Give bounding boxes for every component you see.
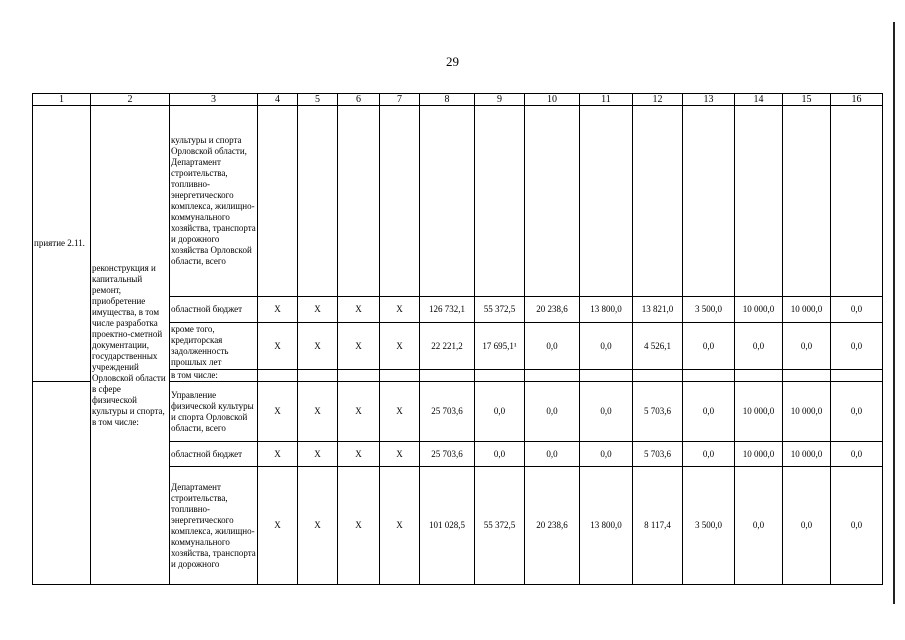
column-number: 14: [735, 94, 783, 106]
cell: [580, 370, 633, 382]
cell: 17 695,1¹: [475, 323, 525, 370]
cell: X: [380, 467, 420, 585]
cell: 3 500,0: [683, 467, 735, 585]
column-number: 13: [683, 94, 735, 106]
cell: 10 000,0: [783, 382, 831, 442]
cell: [525, 106, 580, 297]
cell: 0,0: [525, 323, 580, 370]
cell: [298, 370, 338, 382]
cell: X: [298, 382, 338, 442]
column-number: 1: [33, 94, 91, 106]
cell: [580, 106, 633, 297]
cell: 0,0: [580, 382, 633, 442]
cell: 10 000,0: [735, 442, 783, 467]
cell: X: [298, 323, 338, 370]
cell: X: [258, 297, 298, 323]
cell: 5 703,6: [633, 442, 683, 467]
cell: [735, 106, 783, 297]
cell: 126 732,1: [420, 297, 475, 323]
cell: 25 703,6: [420, 442, 475, 467]
cell: X: [258, 442, 298, 467]
cell: [783, 106, 831, 297]
column-number: 10: [525, 94, 580, 106]
cell: [831, 106, 883, 297]
cell: X: [338, 382, 380, 442]
recipient-name: Департамент строительства, топливно-энергетического комплекса, жилищно-коммунального хозяйства, транспорта и дорожного: [170, 467, 258, 585]
cell: X: [258, 323, 298, 370]
cell: 0,0: [475, 382, 525, 442]
cell: [420, 370, 475, 382]
cell: 0,0: [683, 382, 735, 442]
cell: 0,0: [525, 382, 580, 442]
column-number: 6: [338, 94, 380, 106]
cell: [475, 370, 525, 382]
cell: 0,0: [580, 323, 633, 370]
cell: 5 703,6: [633, 382, 683, 442]
table-row: [33, 106, 883, 297]
cell: X: [380, 382, 420, 442]
column-number: 9: [475, 94, 525, 106]
cell: [338, 106, 380, 297]
cell: [683, 106, 735, 297]
cell: 0,0: [683, 442, 735, 467]
column-number: 12: [633, 94, 683, 106]
event-number: приятие 2.11.: [33, 106, 91, 382]
cell: [380, 106, 420, 297]
cell: X: [298, 467, 338, 585]
cell: 25 703,6: [420, 382, 475, 442]
cell: [633, 106, 683, 297]
cell: 0,0: [783, 323, 831, 370]
column-number: 16: [831, 94, 883, 106]
cell: X: [298, 297, 338, 323]
cell: X: [338, 467, 380, 585]
cell: [633, 370, 683, 382]
column-number: 2: [91, 94, 170, 106]
cell: [831, 370, 883, 382]
cell: 8 117,4: [633, 467, 683, 585]
cell: [258, 370, 298, 382]
cell: 0,0: [831, 442, 883, 467]
column-number: 4: [258, 94, 298, 106]
cell: 0,0: [735, 467, 783, 585]
cell: [683, 370, 735, 382]
cell: 55 372,5: [475, 297, 525, 323]
recipient-name: областной бюджет: [170, 442, 258, 467]
cell: X: [258, 467, 298, 585]
recipient-name: культуры и спорта Орловской области, Департамент строительства, топливно-энергетического комплекса, жилищно-коммунального хозяйства, транспорта и дорожного хозяйства Орловской области, всего: [170, 106, 258, 297]
cell: 10 000,0: [783, 442, 831, 467]
cell: 13 821,0: [633, 297, 683, 323]
empty-cell: [33, 382, 91, 585]
cell: 0,0: [735, 323, 783, 370]
cell: 101 028,5: [420, 467, 475, 585]
cell: 10 000,0: [783, 297, 831, 323]
event-description: реконструкция и капитальный ремонт, приобретение имущества, в том числе разработка проектно-сметной документации, государственных учреждений Орловской области в сфере физической культуры и спорта, в том числе:: [91, 106, 170, 585]
budget-table: [32, 93, 883, 585]
column-number: 5: [298, 94, 338, 106]
cell: 0,0: [783, 467, 831, 585]
cell: [783, 370, 831, 382]
cell: 0,0: [831, 467, 883, 585]
cell: X: [338, 323, 380, 370]
cell: 10 000,0: [735, 297, 783, 323]
column-number: 3: [170, 94, 258, 106]
column-number: 11: [580, 94, 633, 106]
cell: 3 500,0: [683, 297, 735, 323]
column-number: 15: [783, 94, 831, 106]
cell: 20 238,6: [525, 297, 580, 323]
cell: X: [298, 442, 338, 467]
cell: [258, 106, 298, 297]
cell: 0,0: [683, 323, 735, 370]
cell: X: [380, 323, 420, 370]
cell: X: [258, 382, 298, 442]
recipient-name: в том числе:: [170, 370, 258, 382]
cell: 0,0: [831, 382, 883, 442]
column-number: 8: [420, 94, 475, 106]
cell: [735, 370, 783, 382]
recipient-name: областной бюджет: [170, 297, 258, 323]
scan-edge-line: [893, 22, 895, 604]
cell: [525, 370, 580, 382]
cell: X: [380, 297, 420, 323]
cell: 13 800,0: [580, 467, 633, 585]
cell: X: [338, 442, 380, 467]
cell: 0,0: [580, 442, 633, 467]
cell: 0,0: [831, 323, 883, 370]
cell: [380, 370, 420, 382]
cell: 4 526,1: [633, 323, 683, 370]
recipient-name: Управление физической культуры и спорта Орловской области, всего: [170, 382, 258, 442]
cell: 0,0: [831, 297, 883, 323]
cell: 20 238,6: [525, 467, 580, 585]
cell: [338, 370, 380, 382]
recipient-name: кроме того, кредиторская задолженность прошлых лет: [170, 323, 258, 370]
cell: X: [380, 442, 420, 467]
column-number: 7: [380, 94, 420, 106]
cell: 0,0: [475, 442, 525, 467]
page-number: 29: [446, 54, 459, 69]
cell: 0,0: [525, 442, 580, 467]
cell: [298, 106, 338, 297]
cell: 10 000,0: [735, 382, 783, 442]
cell: X: [338, 297, 380, 323]
cell: [475, 106, 525, 297]
cell: 13 800,0: [580, 297, 633, 323]
column-number-row: [33, 94, 883, 106]
cell: [420, 106, 475, 297]
cell: 22 221,2: [420, 323, 475, 370]
cell: 55 372,5: [475, 467, 525, 585]
